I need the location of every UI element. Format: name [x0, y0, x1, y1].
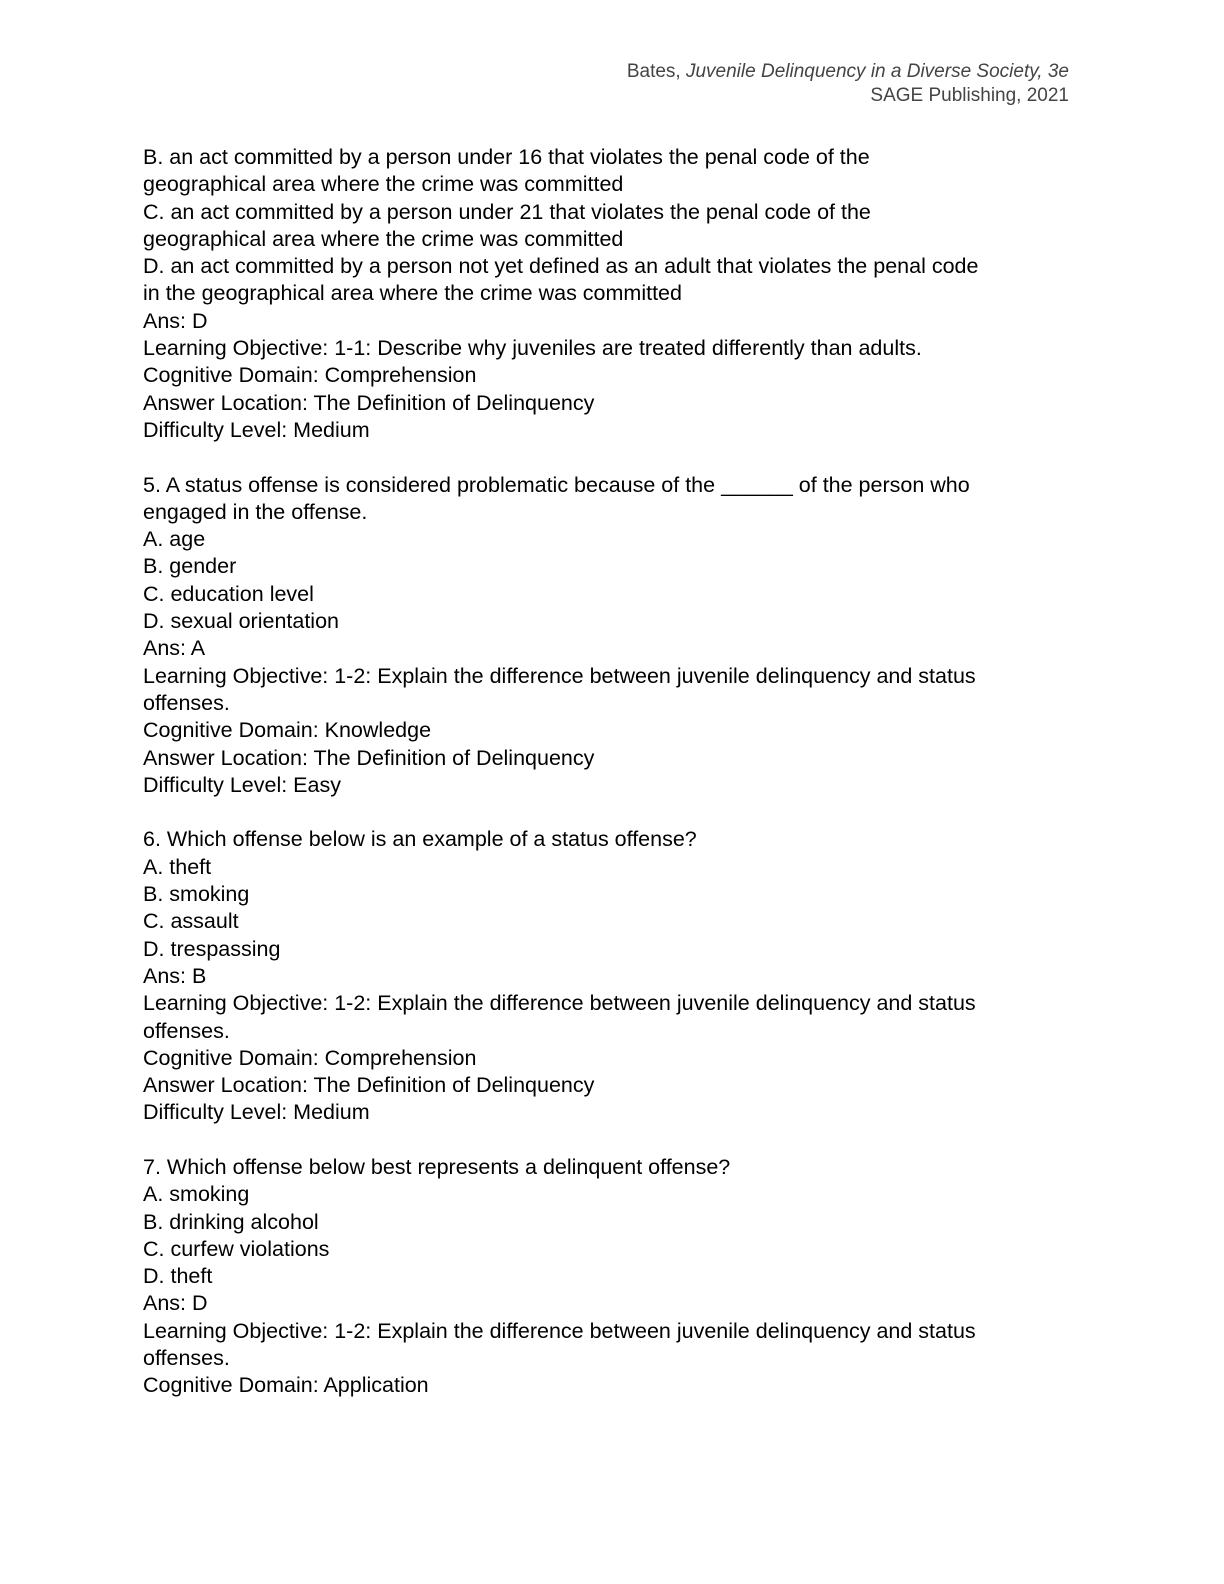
header-publisher: SAGE Publishing, 2021: [870, 85, 1069, 106]
option-line: geographical area where the crime was committed: [143, 172, 624, 197]
answer: Ans: A: [143, 636, 206, 661]
document-body: [143, 144, 1083, 1400]
answer: Ans: D: [143, 1291, 208, 1316]
cognitive-domain: Cognitive Domain: Knowledge: [143, 718, 432, 743]
question-text: 7. Which offense below best represents a delinquent offense?: [143, 1154, 731, 1179]
spacer: [143, 444, 1083, 471]
option-d: D. sexual orientation: [143, 609, 339, 634]
header-author: Bates,: [626, 61, 681, 82]
option-a: A. age: [143, 527, 206, 552]
option-d: D. theft: [143, 1264, 213, 1289]
option-c: C. education level: [143, 581, 314, 606]
option-d: D. trespassing: [143, 936, 281, 961]
answer-location: Answer Location: The Definition of Delinquency: [143, 1073, 595, 1098]
spacer: [143, 1127, 1083, 1154]
learning-objective: offenses.: [143, 1018, 230, 1043]
question-text: 6. Which offense below is an example of a status offense?: [143, 827, 697, 852]
answer-location: Answer Location: The Definition of Delinquency: [143, 390, 595, 415]
difficulty-level: Difficulty Level: Medium: [143, 1100, 370, 1125]
question-text: engaged in the offense.: [143, 499, 368, 524]
question-text: 5. A status offense is considered problematic because of the ______ of the person who: [143, 472, 970, 497]
option-c: C. assault: [143, 909, 239, 934]
option-line: C. an act committed by a person under 21 that violates the penal code of the: [143, 199, 871, 224]
learning-objective: Learning Objective: 1-2: Explain the difference between juvenile delinquency and status: [143, 1318, 976, 1343]
option-a: A. theft: [143, 854, 212, 879]
learning-objective: offenses.: [143, 690, 230, 715]
cognitive-domain: Cognitive Domain: Comprehension: [143, 363, 477, 388]
option-line: B. an act committed by a person under 16 that violates the penal code of the: [143, 145, 870, 169]
cognitive-domain: Cognitive Domain: Comprehension: [143, 1045, 477, 1070]
option-b: B. drinking alcohol: [143, 1209, 319, 1234]
page-header: [627, 60, 1069, 108]
option-line: in the geographical area where the crime was committed: [143, 281, 682, 306]
cognitive-domain: Cognitive Domain: Application: [143, 1373, 429, 1398]
learning-objective: offenses.: [143, 1346, 230, 1371]
learning-objective: Learning Objective: 1-2: Explain the difference between juvenile delinquency and status: [143, 991, 976, 1016]
difficulty-level: Difficulty Level: Medium: [143, 417, 370, 442]
option-b: B. smoking: [143, 882, 250, 907]
answer: Ans: D: [143, 308, 208, 333]
spacer: [143, 799, 1083, 826]
question-7: [143, 1154, 1083, 1400]
question-4-continued: [143, 144, 1083, 444]
header-book-title: Juvenile Delinquency in a Diverse Society, 3e: [685, 61, 1069, 82]
question-6: [143, 826, 1083, 1126]
answer: Ans: B: [143, 963, 207, 988]
option-line: geographical area where the crime was committed: [143, 226, 624, 251]
option-c: C. curfew violations: [143, 1236, 330, 1261]
header-citation: [627, 60, 1069, 84]
learning-objective: Learning Objective: 1-2: Explain the difference between juvenile delinquency and status: [143, 663, 976, 688]
option-b: B. gender: [143, 554, 237, 579]
learning-objective: Learning Objective: 1-1: Describe why juveniles are treated differently than adults.: [143, 336, 922, 361]
difficulty-level: Difficulty Level: Easy: [143, 772, 341, 797]
answer-location: Answer Location: The Definition of Delinquency: [143, 745, 595, 770]
option-a: A. smoking: [143, 1182, 250, 1207]
question-5: [143, 472, 1083, 800]
option-line: D. an act committed by a person not yet defined as an adult that violates the penal code: [143, 254, 979, 279]
